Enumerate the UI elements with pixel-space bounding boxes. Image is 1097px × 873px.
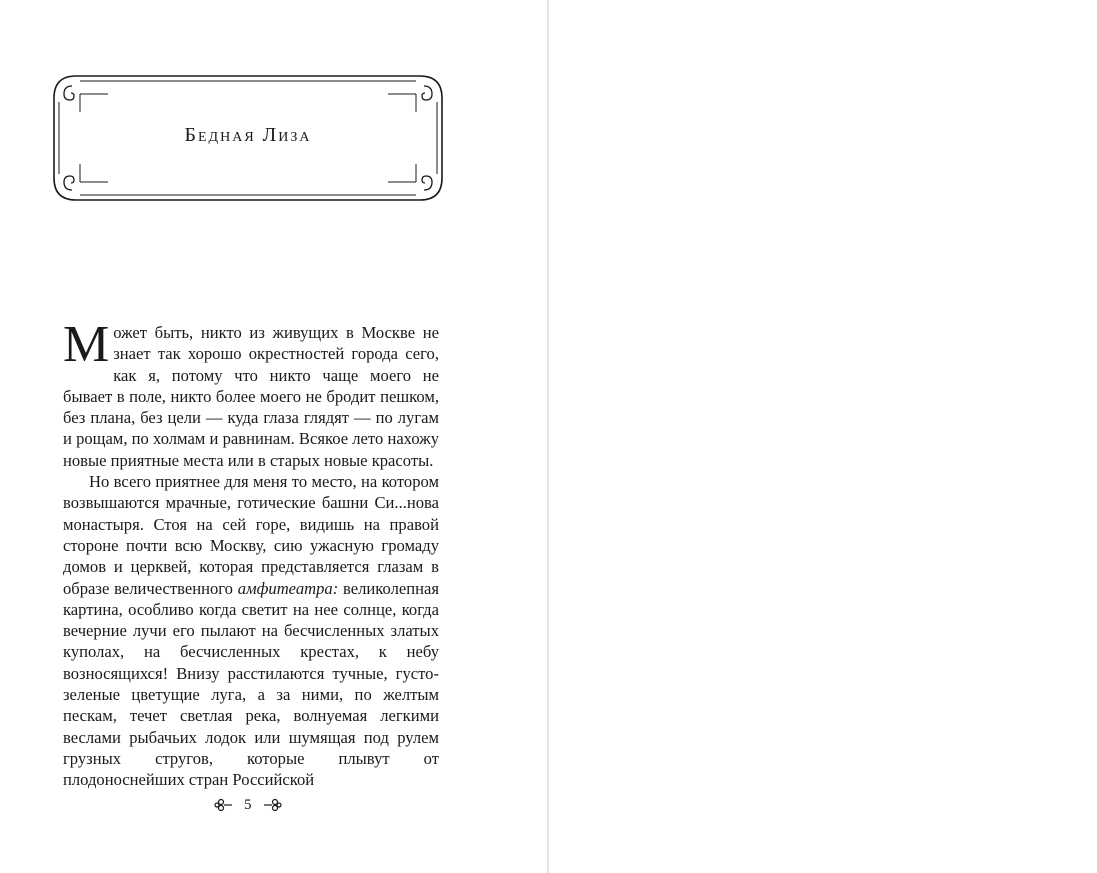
fleuron-left-icon (214, 798, 234, 812)
italic-word: амфитеатра: (237, 578, 339, 598)
right-page (549, 0, 1097, 873)
chapter-title: Бедная Лиза (184, 124, 312, 146)
page-number-footer (214, 794, 282, 816)
left-page (0, 0, 547, 873)
paragraph-text: Но всего приятнее для меня то место, на котором возвышаются мрачные, готические башни Си...нова монастыря. Стоя на сей горе, видишь на правой стороне почти всю Москву, сию ужасную громаду домов и церквей, которая представляется глазам в образе величественного (63, 472, 439, 598)
drop-cap: М (63, 316, 110, 373)
paragraph (63, 316, 439, 471)
paragraph-text: ожет быть, никто из живущих в Москве не знает так хорошо окрестностей города сего, как я, потому что никто чаще моего не бывает в поле, никто более моего не бродит пешком, без плана, без цели — куда глаза глядят — по лугам и рощам, по холмам и равнинам. Всякое лето нахожу новые приятные места или в старых новые красоты. (63, 323, 439, 470)
paragraph-text: великолепная картина, особливо когда светит на нее солнце, когда вечерние лучи его пылают на бесчисленных златых куполах, на бесчисленных крестах, к небу возносящихся! Внизу расстилаются тучные, густо-зеленые цветущие луга, а за ними, по желтым пескам, течет светлая река, волнуемая легкими веслами рыбачьих лодок или шумящая под рулем грузных стругов, которые плывут от плодоноснейших стран Российской (63, 578, 439, 790)
fleuron-right-icon (262, 798, 282, 812)
page-number: 5 (244, 796, 252, 813)
title-frame (50, 72, 446, 204)
left-body-text (63, 316, 439, 791)
paragraph (63, 471, 439, 790)
